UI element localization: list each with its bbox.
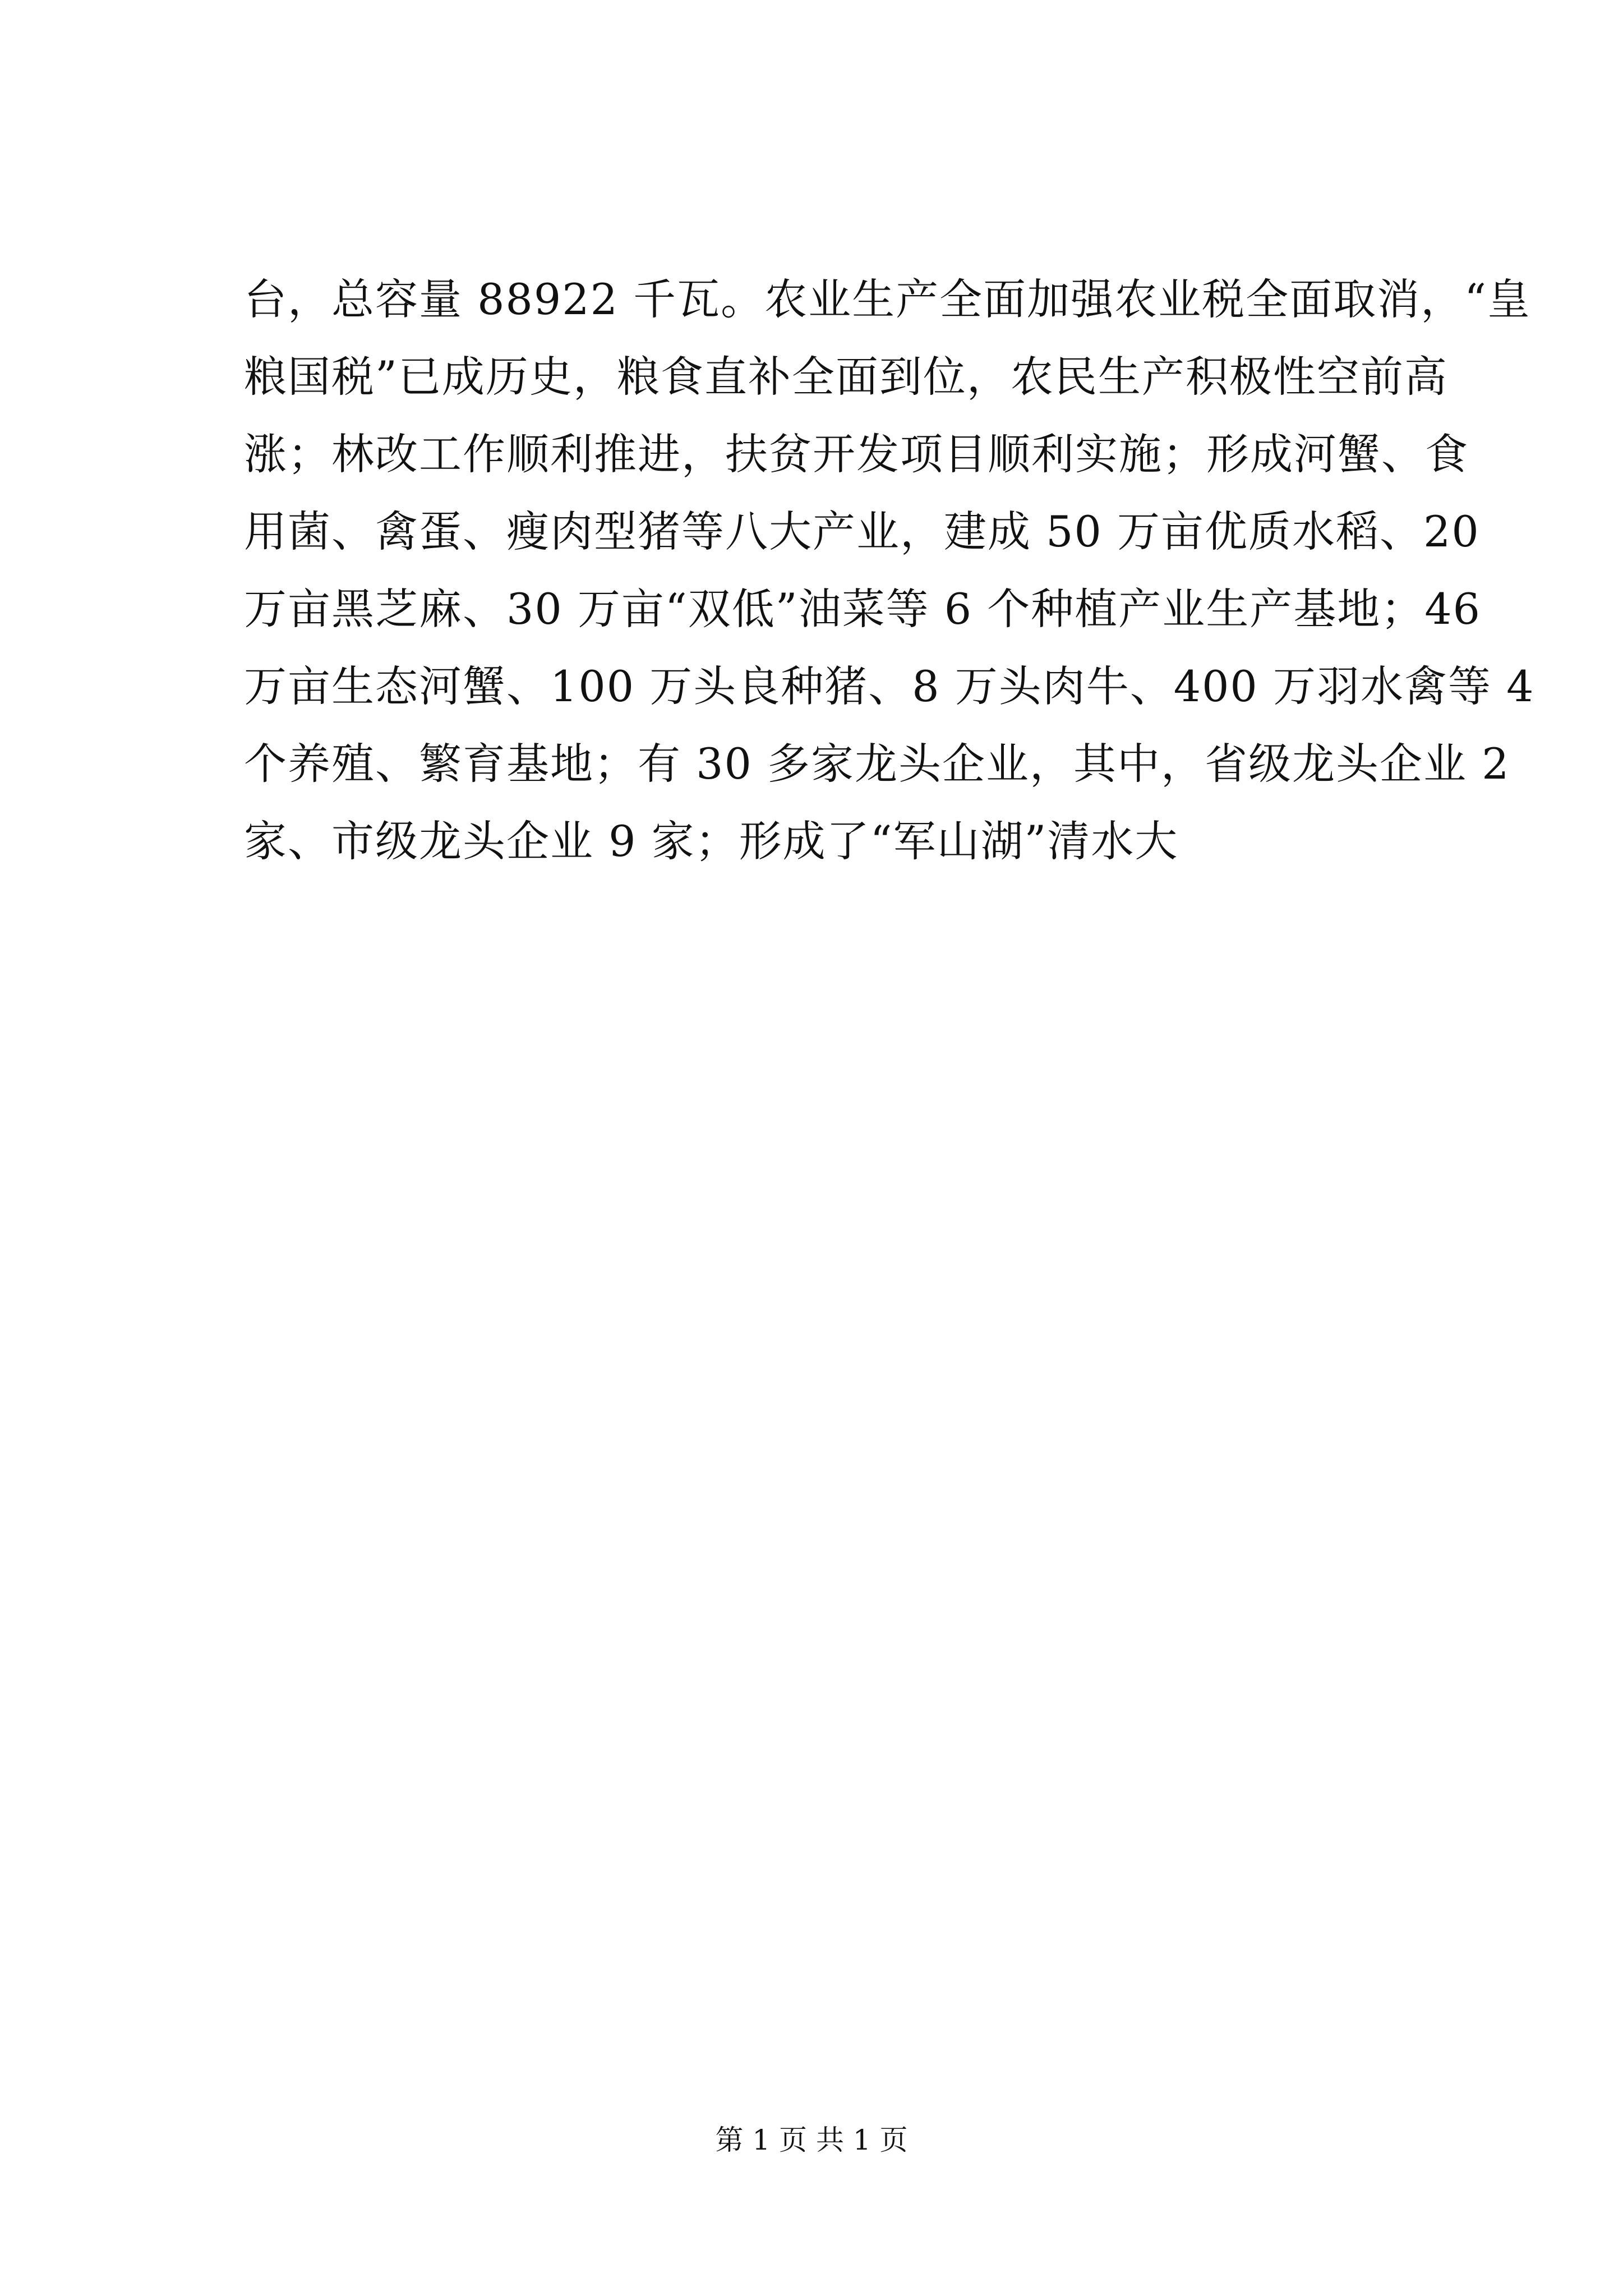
paragraph-line-6: 万亩生态河蟹、100 万头良种猪、8 万头肉牛、400 万羽水禽等 4: [244, 661, 1535, 711]
paragraph-line-8: 家、市级龙头企业 9 家；形成了“军山湖”清水大: [244, 816, 1179, 866]
paragraph-line-3: 涨；林改工作顺利推进，扶贫开发项目顺利实施；形成河蟹、食: [244, 429, 1469, 479]
paragraph-line-7: 个养殖、繁育基地；有 30 多家龙头企业，其中，省级龙头企业 2: [244, 739, 1510, 789]
page-number-label: 第 1 页 共 1 页: [715, 2124, 908, 2156]
paragraph-line-5: 万亩黑芝麻、30 万亩“双低”油菜等 6 个种植产业生产基地；46: [244, 584, 1481, 634]
paragraph-line-1: 台，总容量 88922 千瓦。农业生产全面加强农业税全面取消，“皇: [244, 274, 1531, 324]
page-footer: [0, 2123, 1623, 2157]
paragraph-line-2: 粮国税”已成历史，粮食直补全面到位，农民生产积极性空前高: [244, 352, 1448, 402]
paragraph-line-4: 用菌、禽蛋、瘦肉型猪等八大产业，建成 50 万亩优质水稻、20: [244, 507, 1480, 556]
body-paragraph: [244, 261, 1535, 880]
